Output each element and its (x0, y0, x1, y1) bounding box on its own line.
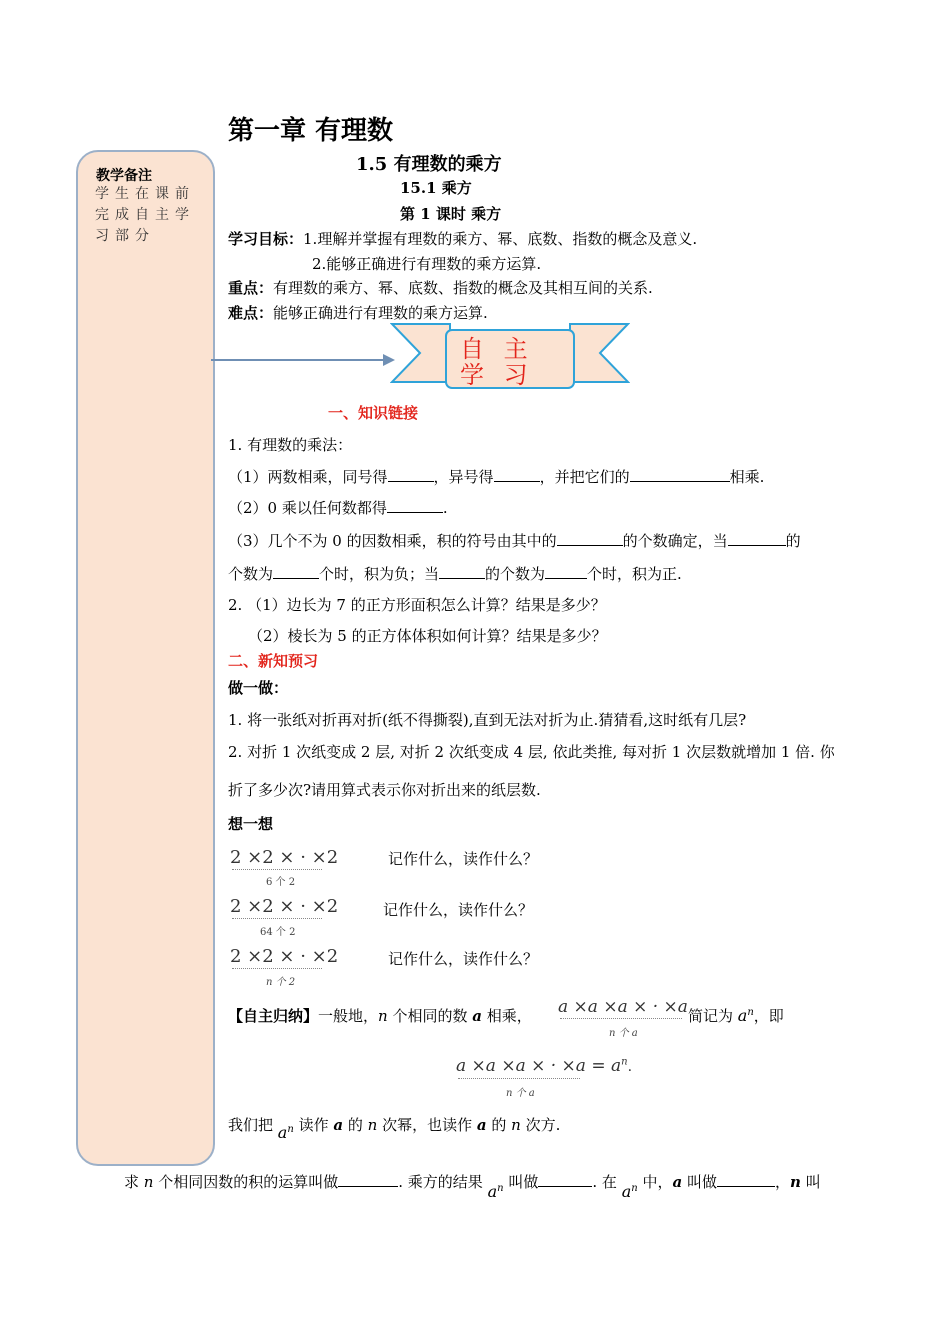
key-point (228, 277, 653, 298)
q1-3-text-b: 的个数确定，当 (622, 532, 728, 550)
formula-brace (458, 1078, 580, 1079)
summary-line (228, 1005, 532, 1026)
q1-3-text-e: 个时，积为负；当 (319, 565, 440, 583)
power-exp: n (747, 1007, 754, 1018)
count-64: 64 个 2 (260, 927, 296, 938)
blank[interactable] (273, 564, 319, 579)
formula-exp: n (621, 1056, 628, 1068)
q1-3 (228, 530, 801, 551)
blank[interactable] (545, 564, 587, 579)
formula-text: a ×a ×a × · ×a = a (456, 1056, 622, 1076)
def-a: a (672, 1173, 683, 1191)
formula: a ×a ×a × · $\times a = a^n$. (456, 1056, 633, 1076)
definition-line (124, 1171, 821, 1201)
def-exp2: n (631, 1183, 638, 1194)
objective-1: 1.理解并掌握有理数的乘方、幂、底数、指数的概念及意义. (303, 230, 698, 248)
summary-text-f: 简记为 (688, 1007, 734, 1025)
summary-text-g: ，即 (753, 1007, 784, 1025)
summary-text-e: 相乘， (481, 1007, 532, 1025)
q1-3-cont (228, 563, 682, 584)
expr-6: 2 ×2 × · ×2 (230, 847, 339, 868)
read-base: a (277, 1123, 288, 1142)
sidebar-title: 教学备注 (96, 168, 152, 184)
expr-64: 2 ×2 × · ×2 (230, 896, 339, 917)
blank[interactable] (717, 1172, 775, 1187)
q1-1-text-d: 相乘. (729, 468, 765, 486)
do-2a: 2. 对折 1 次纸变成 2 层, 对折 2 次纸变成 4 层, 依此类推, 每对折 1 次层数就增加 1 倍. 你 (228, 743, 835, 761)
summary-n: n (378, 1007, 388, 1025)
q1-1-text-b: ，异号得 (433, 468, 494, 486)
q1-1 (228, 466, 764, 487)
q1-1-text-c: ，并把它们的 (539, 468, 630, 486)
read-text-e: 的 (486, 1116, 512, 1134)
ask-6: 记作什么，读作什么？ (388, 850, 539, 868)
difficulty-label: 难点： (228, 304, 274, 322)
def-text-a: 求 (124, 1173, 144, 1191)
do-2b: 折了多少次?请用算式表示你对折出来的纸层数. (228, 781, 541, 799)
def-exp1: n (497, 1183, 504, 1194)
read-n1: n (367, 1116, 378, 1134)
q1-3-text-f: 的个数为 (485, 565, 546, 583)
power-base: a (737, 1006, 748, 1025)
summary-expr: a ×a ×a × · ×a (558, 997, 688, 1017)
q1-2-text-a: （2）0 乘以任何数都得 (228, 499, 387, 517)
def-text-h: ， (775, 1173, 791, 1191)
q1-2 (228, 497, 448, 518)
formula-count: n 个 a (506, 1088, 535, 1099)
read-n2: n (511, 1116, 521, 1134)
ask-64: 记作什么，读作什么？ (383, 901, 534, 919)
part2-heading: 二、新知预习 (228, 652, 319, 670)
read-a2: a (476, 1116, 487, 1134)
def-text-i: 叫 (800, 1173, 821, 1191)
summary-count: n 个 a (609, 1028, 638, 1039)
objectives-line1 (228, 228, 697, 249)
def-text-b: 个相同因数的积的运算叫做 (153, 1173, 339, 1191)
arrow-icon (211, 350, 396, 370)
objective-2: 2.能够正确进行有理数的乘方运算. (312, 255, 542, 273)
key-point-text: 有理数的乘方、幂、底数、指数的概念及其相互间的关系. (273, 279, 653, 297)
banner-text: 自 主 学 习 (460, 335, 534, 389)
count-6: 6 个 2 (266, 877, 296, 888)
read-text-a: 我们把 (228, 1116, 274, 1134)
q1-3-text-d: 个数为 (228, 565, 274, 583)
ask-n: 记作什么，读作什么？ (388, 950, 539, 968)
def-text-g: 叫做 (682, 1173, 717, 1191)
summary-text-a: 一般地， (318, 1007, 379, 1025)
sidebar-note: 学生在课前完成自主学习部分 (95, 186, 195, 244)
read-text-c: 的 (343, 1116, 368, 1134)
blank[interactable] (728, 531, 786, 546)
summary-text-c: 个相同的数 (387, 1007, 473, 1025)
summary-label: 【自主归纳】 (228, 1007, 319, 1025)
blank[interactable] (538, 1172, 592, 1187)
lesson-title: 第 1 课时 乘方 (400, 205, 502, 223)
def-n1: n (143, 1173, 154, 1191)
section-title: 1.5 有理数的乘方 (356, 154, 502, 175)
teaching-notes-sidebar (76, 150, 215, 1166)
def-text-e: . 在 (592, 1173, 617, 1191)
q1-1-text-a: （1）两数相乘，同号得 (228, 468, 388, 486)
q1: 1. 有理数的乘法： (228, 436, 353, 454)
blank[interactable] (494, 467, 540, 482)
count-n: n 个 2 (266, 977, 296, 988)
think-label: 想一想 (228, 815, 274, 833)
read-line (228, 1114, 561, 1142)
q1-3-text-a: （3）几个不为 0 的因数相乘，积的符号由其中的 (228, 532, 557, 550)
do-label: 做一做： (228, 679, 289, 697)
read-text-b: 读作 (298, 1116, 334, 1134)
q2-1: 2. （1）边长为 7 的正方形面积怎么计算？结果是多少？ (228, 596, 606, 614)
blank[interactable] (630, 467, 730, 482)
blank[interactable] (439, 564, 485, 579)
chapter-title: 第一章 有理数 (228, 116, 394, 146)
difficulty-text: 能够正确进行有理数的乘方运算. (273, 304, 488, 322)
read-text-d: 次幂，也读作 (377, 1116, 477, 1134)
brace-n (232, 968, 322, 969)
summary-short (688, 1005, 784, 1026)
brace-64 (232, 918, 322, 919)
objectives-label: 学习目标： (228, 230, 304, 248)
q1-3-text-c: 的 (785, 532, 801, 550)
def-text-f: 中， (642, 1173, 673, 1191)
blank[interactable] (388, 467, 434, 482)
blank[interactable] (557, 531, 623, 546)
blank[interactable] (387, 498, 443, 513)
read-exp: n (287, 1124, 294, 1135)
summary-a: a (472, 1007, 482, 1025)
part1-heading: 一、知识链接 (328, 404, 419, 422)
def-text-c: . 乘方的结果 (398, 1173, 483, 1191)
def-text-d: 叫做 (508, 1173, 539, 1191)
q1-2-text-b: . (442, 499, 448, 517)
summary-brace (560, 1018, 682, 1019)
expr-n: 2 ×2 × · ×2 (230, 946, 339, 967)
subsection-title: 15.1 乘方 (400, 179, 472, 197)
q2-2: （2）棱长为 5 的正方体体积如何计算？结果是多少？ (248, 627, 607, 645)
read-text-f: 次方. (520, 1116, 561, 1134)
q1-3-text-g: 个时，积为正. (587, 565, 682, 583)
blank[interactable] (338, 1172, 398, 1187)
brace-6 (232, 869, 322, 870)
def-n2: n (790, 1173, 801, 1191)
def-base2: a (621, 1182, 632, 1201)
read-a1: a (333, 1116, 344, 1134)
key-point-label: 重点： (228, 279, 274, 297)
def-base1: a (487, 1182, 498, 1201)
do-1: 1. 将一张纸对折再对折(纸不得撕裂),直到无法对折为止.猜猜看,这时纸有几层? (228, 711, 747, 729)
